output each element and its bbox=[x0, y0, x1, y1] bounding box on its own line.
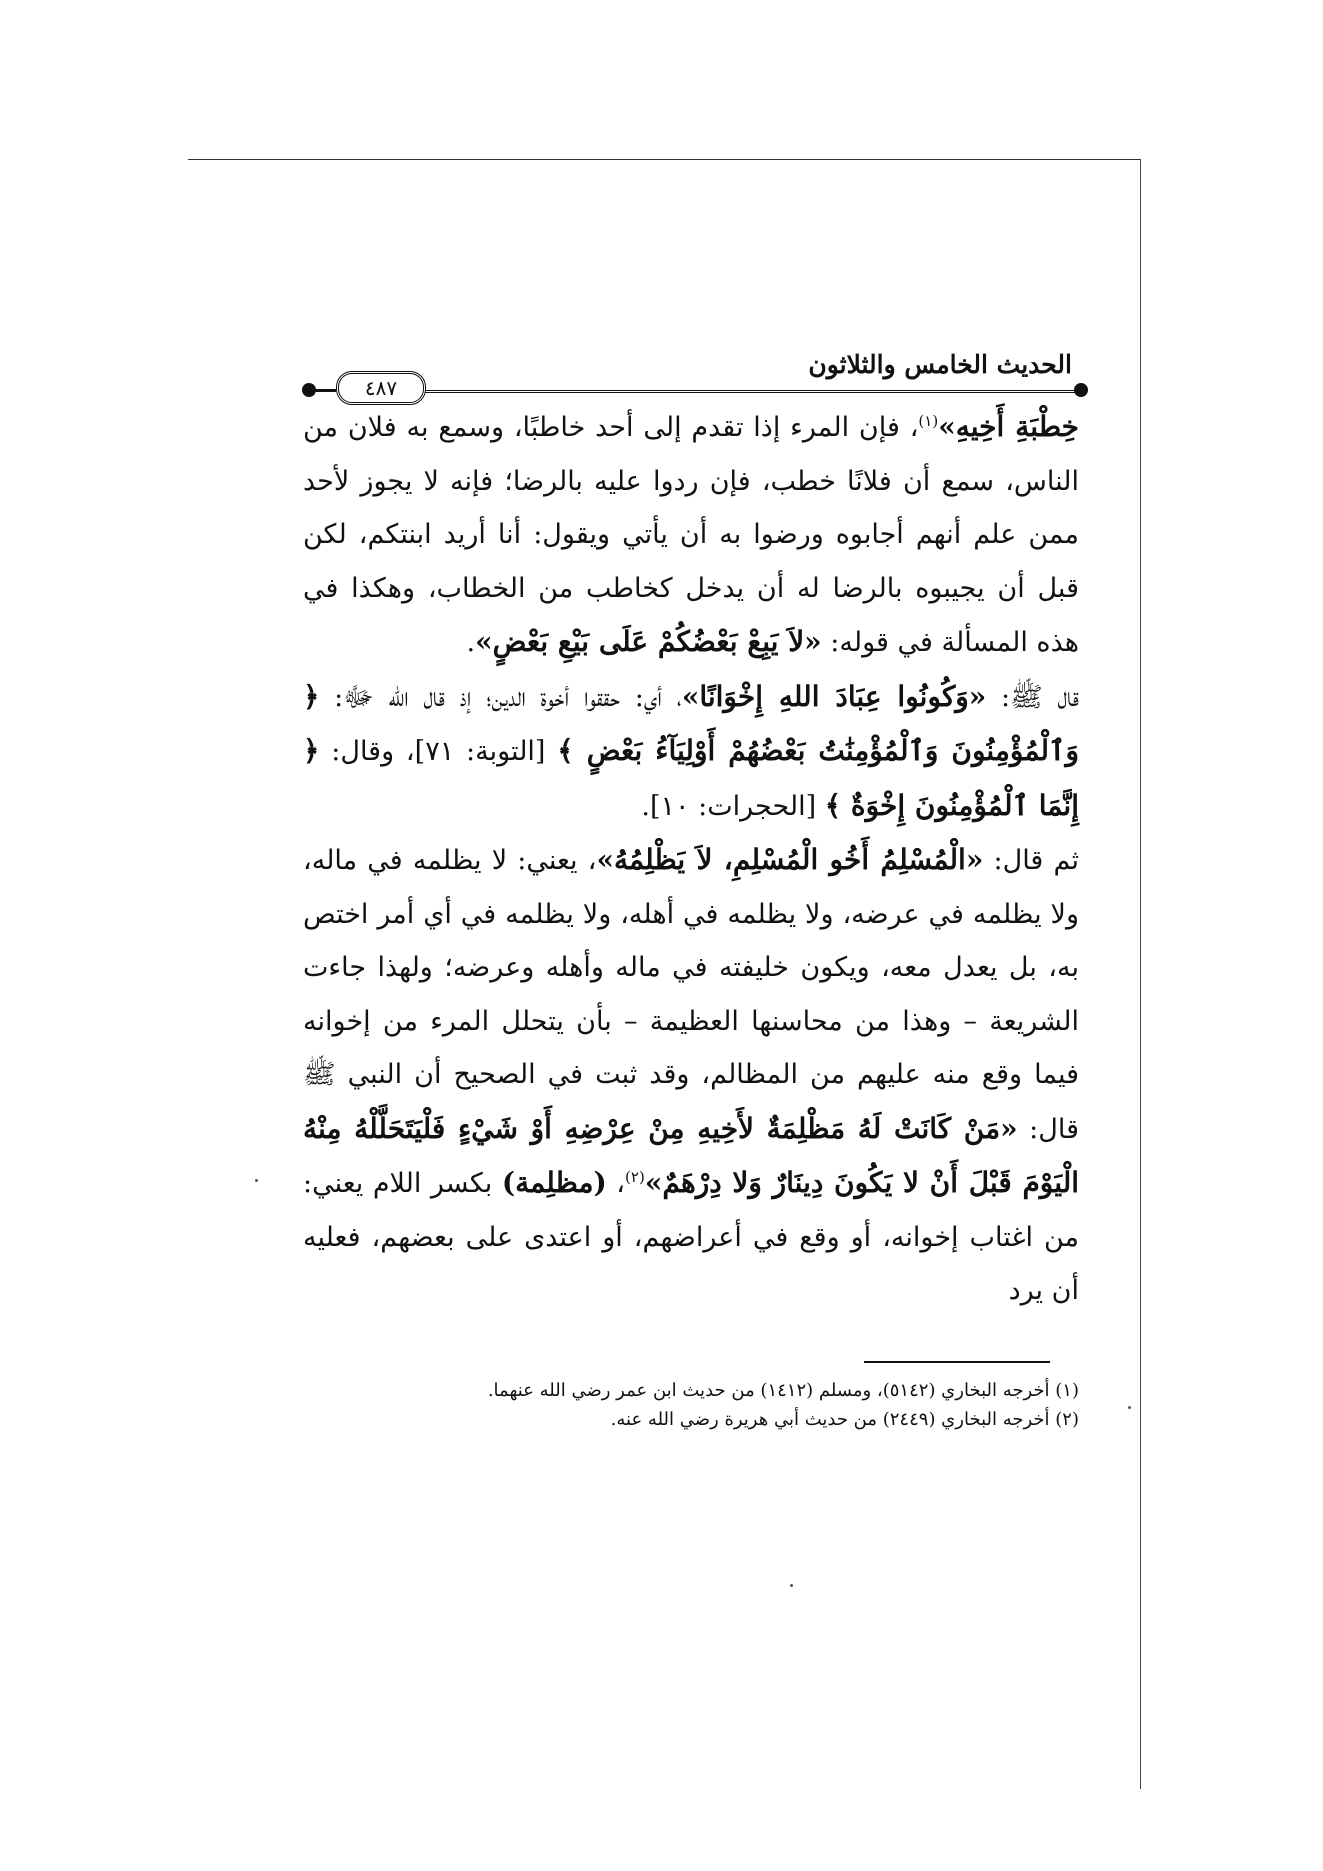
hadith-quote: «وَكُونُوا عِبَادَ اللهِ إِخْوَانًا» bbox=[681, 679, 987, 713]
scan-speck bbox=[790, 1584, 793, 1587]
paragraph-text: بكسر اللام يعني: من اغتاب إخوانه، أو وقع في أعراضهم، أو اعتدى على بعضهم، فعليه أن يرد bbox=[303, 1168, 1080, 1306]
term-highlight: (مظلِمة) bbox=[501, 1166, 607, 1199]
chapter-title: الحديث الخامس والثلاثون bbox=[808, 350, 1072, 379]
header-ornament-left bbox=[302, 383, 316, 397]
quran-verse: ﴿ إِنَّمَا ٱلْمُؤْمِنُونَ إِخْوَةٌ ﴾ bbox=[303, 734, 1079, 822]
hadith-quote: خِطْبَةِ أَخِيهِ» bbox=[938, 410, 1079, 443]
hadith-quote: «الْمُسْلِمُ أَخُو الْمُسْلِمِ، لاَ يَظْلِمُهُ» bbox=[596, 843, 984, 876]
scan-speck bbox=[1128, 1406, 1131, 1409]
running-header bbox=[300, 350, 1090, 400]
footnote-2: (٢) أخرجه البخاري (٢٤٤٩) من حديث أبي هريرة رضي الله عنه. bbox=[610, 1409, 1079, 1430]
paragraph-1 bbox=[303, 400, 1079, 670]
paragraph-text: ، bbox=[606, 1168, 626, 1199]
paragraph-2 bbox=[303, 670, 1079, 834]
scan-speck bbox=[255, 1179, 258, 1182]
paragraph-text: . bbox=[466, 627, 476, 658]
header-rule bbox=[425, 390, 1080, 393]
paragraph-text: ، أي: حققوا أخوة الدين؛ إذ قال الله ﷻ: bbox=[319, 681, 682, 713]
footnote-rule bbox=[864, 1361, 1050, 1363]
verse-reference: [التوبة: ٧١]، وقال: bbox=[319, 736, 558, 767]
verse-reference: [الحجرات: ١٠]. bbox=[641, 790, 825, 822]
footnote-ref-1: (١) bbox=[918, 412, 939, 430]
paragraph-text: ، فإن المرء إذا تقدم إلى أحد خاطبًا، وسمع به فلان من الناس، سمع أن فلانًا خطب، فإن ردوا عليه بالرضا؛ فإنه لا يجوز لأحد ممن علم أنهم أجابوه ورضوا به أن يأتي ويقول: أنا أريد ابنتكم، لكن قبل أن يجيبوه بالرضا له أن يدخل كخاطب من الخطاب، وهكذا في هذه المسألة في قوله: bbox=[303, 412, 1079, 658]
page-edge-right bbox=[1140, 159, 1141, 1789]
paragraph-text: ثم قال: bbox=[983, 845, 1079, 876]
hadith-quote: «لاَ يَبِعْ بَعْضُكُمْ عَلَى بَيْعِ بَعْضٍ» bbox=[475, 625, 822, 658]
page-edge-top bbox=[188, 159, 1141, 160]
paragraph-3 bbox=[303, 833, 1079, 1318]
body-text bbox=[303, 400, 1079, 1318]
paragraph-text: ، يعني: لا يظلمه في ماله، ولا يظلمه في عرضه، ولا يظلمه في أهله، ولا يظلمه في أي أمر اختص به، بل يعدل معه، ويكون خليفته في ماله وأهله وعرضه؛ ولهذا جاءت الشريعة – وهذا من محاسنها العظيمة – بأن يتحلل المرء من إخوانه فيما وقع منه عليهم من المظالم، وقد ثبت في الصحيح أن النبي ﷺ قال: bbox=[303, 845, 1079, 1145]
quran-verse: ﴿ وَٱلْمُؤْمِنُونَ وَٱلْمُؤْمِنَٰتُ بَعْضُهُمْ أَوْلِيَآءُ بَعْضٍ ﴾ bbox=[303, 679, 1079, 767]
page-number: ٤٨٧ bbox=[336, 371, 426, 405]
footnote-1: (١) أخرجه البخاري (٥١٤٢)، ومسلم (١٤١٢) من حديث ابن عمر رضي الله عنهما. bbox=[487, 1380, 1079, 1401]
footnote-ref-2: (٢) bbox=[625, 1168, 645, 1186]
footnotes bbox=[303, 1376, 1079, 1434]
paragraph-text: قال ﷺ: bbox=[986, 681, 1079, 713]
header-ornament-right bbox=[1074, 383, 1088, 397]
hadith-quote: «مَنْ كَانَتْ لَهُ مَظْلِمَةٌ لأَخِيهِ مِنْ عِرْضِهِ أَوْ شَيْءٍ فَلْيَتَحَلَّلْهُ مِنْهُ الْيَوْمَ قَبْلَ أَنْ لا يَكُونَ دِينَارٌ وَلا دِرْهَمٌ» bbox=[303, 1111, 1079, 1199]
